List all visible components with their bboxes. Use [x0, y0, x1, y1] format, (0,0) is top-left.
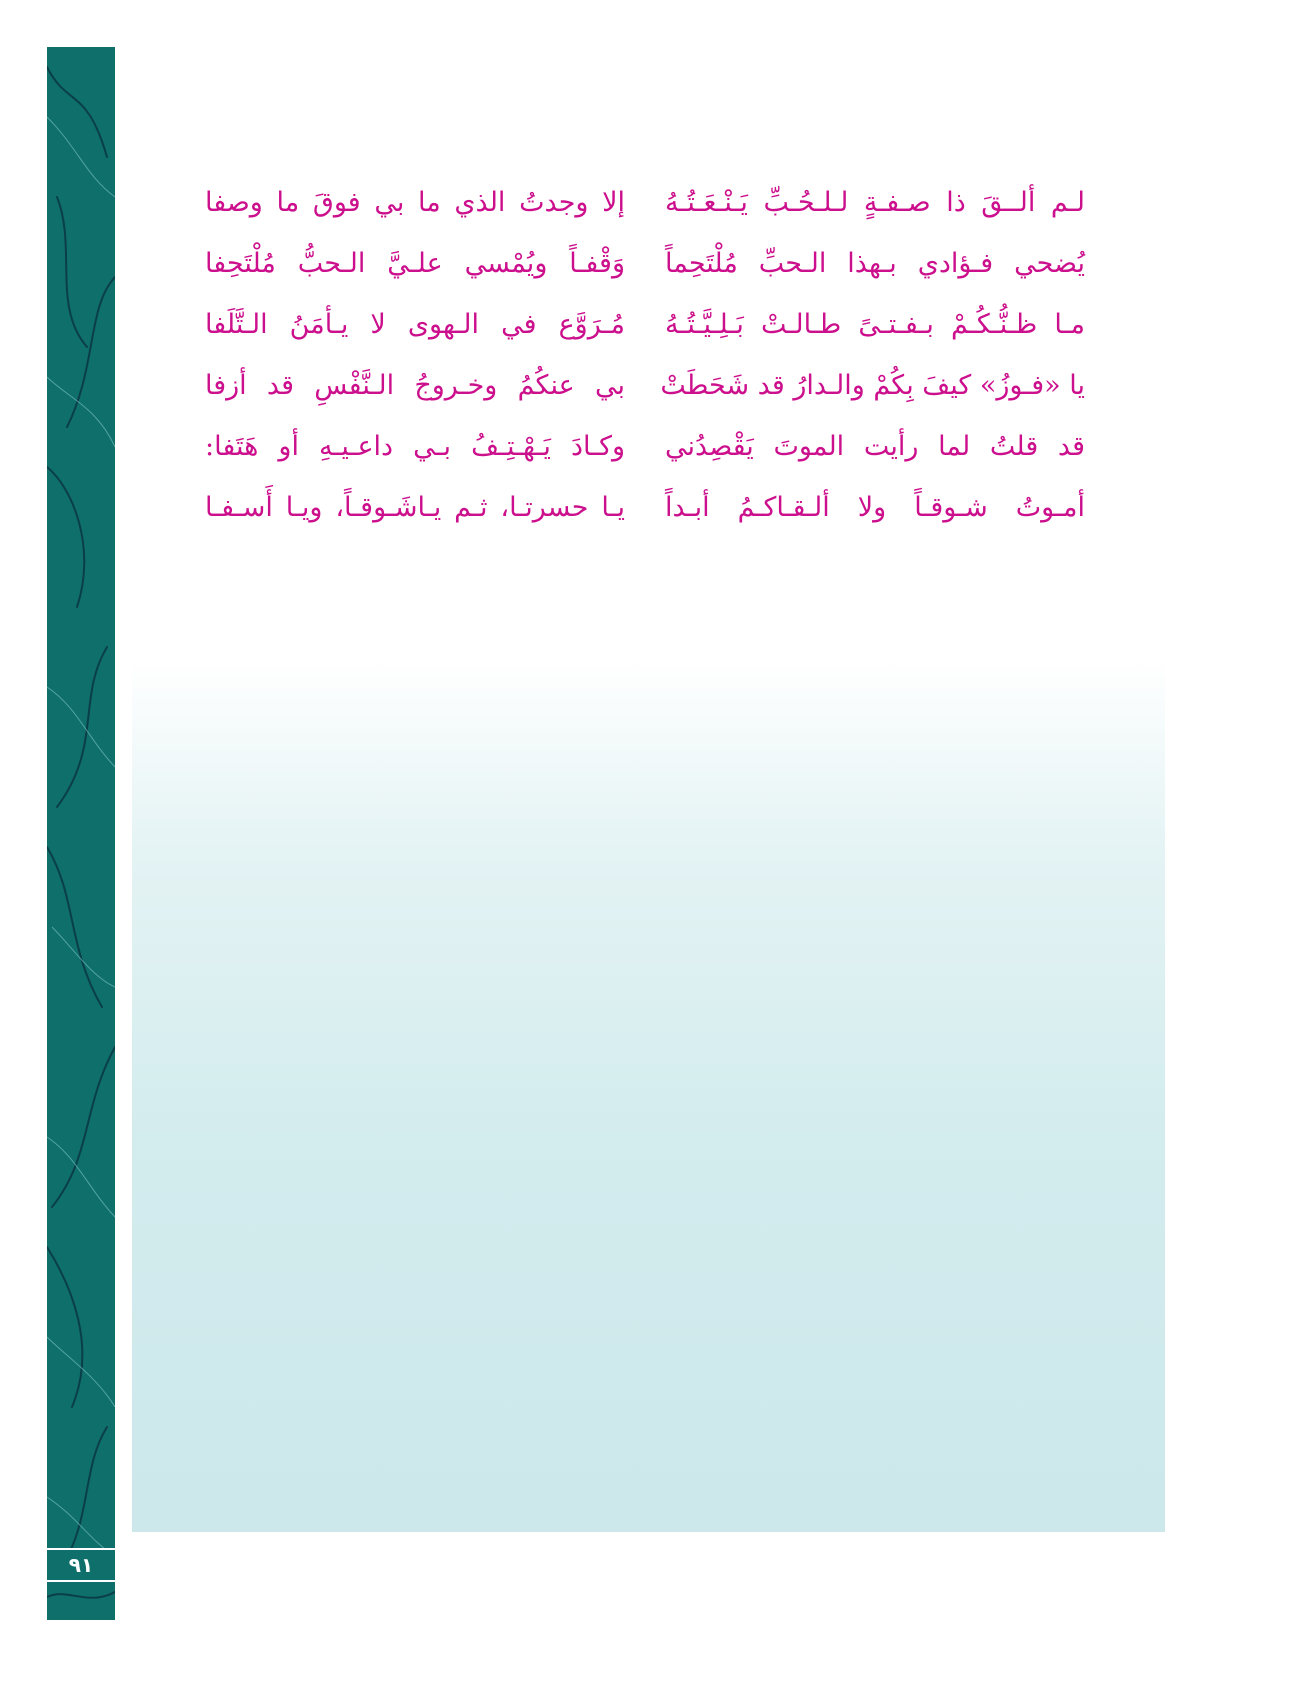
verse-first-hemistich: يا «فـوزُ» كيفَ بِكُمْ والـدارُ قد شَحَطَتْ: [660, 370, 1085, 401]
verse-first-hemistich: لـم ألــقَ ذا صـفـةٍ لـلـحُـبِّ يَـنْـعَـتُـهُ: [665, 187, 1085, 218]
background-panel: [132, 660, 1165, 1532]
verse-second-hemistich: بي عنكُمُ وخـروجُ الـنَّفْسِ قد أزفا: [205, 370, 625, 401]
poem-verse: [205, 294, 1085, 355]
verse-second-hemistich: إلا وجدتُ الذي ما بي فوقَ ما وصفا: [205, 187, 625, 218]
verse-second-hemistich: وَقْفـاً ويُمْسي علـيَّ الـحبُّ مُلْتَحِفا: [205, 248, 625, 279]
verse-first-hemistich: قد قلتُ لما رأيت الموتَ يَقْصِدُني: [665, 431, 1085, 462]
decorative-side-strip: [47, 47, 115, 1620]
verse-first-hemistich: أمـوتُ شـوقـاً ولا ألـقـاكـمُ أبـداً: [665, 492, 1085, 523]
strip-texture: [47, 47, 115, 1620]
verse-second-hemistich: وكـادَ يَـهْـتِـفُ بـي داعـيـهِ أو هَتَفا:: [205, 431, 625, 462]
page-number: ٩١: [47, 1548, 115, 1582]
poem-verse: [205, 477, 1085, 538]
poem-verse: [205, 172, 1085, 233]
poem-verse: [205, 233, 1085, 294]
verse-second-hemistich: يـا حسرتـا، ثـم يـاشَـوقـاً، ويـا أَسـفـا: [205, 492, 625, 523]
poem-verse: [205, 355, 1085, 416]
poem-verse: [205, 416, 1085, 477]
verse-second-hemistich: مُـرَوَّع في الـهوى لا يـأمَنُ الـتَّلَفا: [205, 309, 625, 340]
poem: [205, 172, 1085, 538]
verse-first-hemistich: مـا ظـنُّـكُـمْ بـفـتـىً طـالـتْ بَـلِـيَّـتُـهُ: [665, 309, 1085, 340]
verse-first-hemistich: يُضحي فـؤادي بـهذا الـحبِّ مُلْتَحِماً: [665, 248, 1085, 279]
